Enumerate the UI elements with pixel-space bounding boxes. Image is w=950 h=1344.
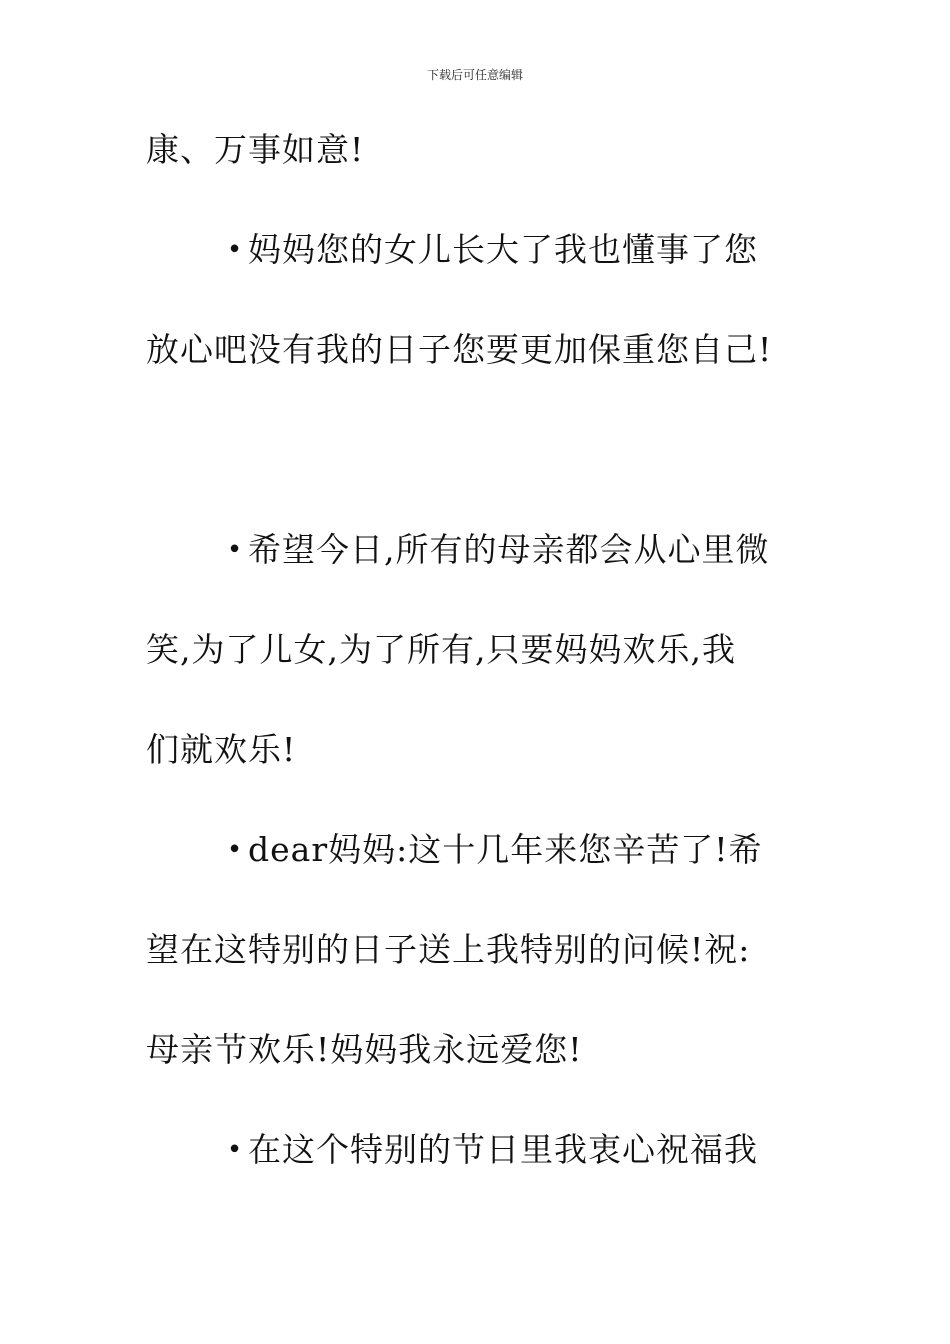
bullet-icon: • (226, 235, 244, 265)
text-line: 在这个特别的节日里我衷心祝福我 (248, 1130, 758, 1169)
text-line: 母亲节欢乐!妈妈我永远爱您! (146, 1030, 583, 1069)
text-line: 笑,为了儿女,为了所有,只要妈妈欢乐,我 (146, 630, 736, 669)
bullet-icon: • (226, 535, 244, 565)
text-line: 康、万事如意! (146, 130, 365, 169)
bullet-paragraph-line (222, 230, 758, 270)
text-line: 放心吧没有我的日子您要更加保重您自己! (146, 330, 773, 369)
bullet-icon: • (226, 835, 244, 865)
bullet-icon: • (226, 1135, 244, 1165)
bullet-paragraph-line (222, 530, 770, 570)
bullet-paragraph-line (222, 830, 762, 870)
bullet-paragraph-line (222, 1130, 758, 1170)
text-line: 们就欢乐! (146, 730, 297, 769)
text-line: dear妈妈:这十几年来您辛苦了!希 (248, 830, 763, 869)
header-note: 下载后可任意编辑 (426, 68, 523, 82)
text-line: 妈妈您的女儿长大了我也懂事了您 (248, 230, 758, 269)
text-line: 望在这特别的日子送上我特别的问候!祝: (146, 930, 751, 969)
text-line: 希望今日,所有的母亲都会从心里微 (248, 530, 770, 569)
